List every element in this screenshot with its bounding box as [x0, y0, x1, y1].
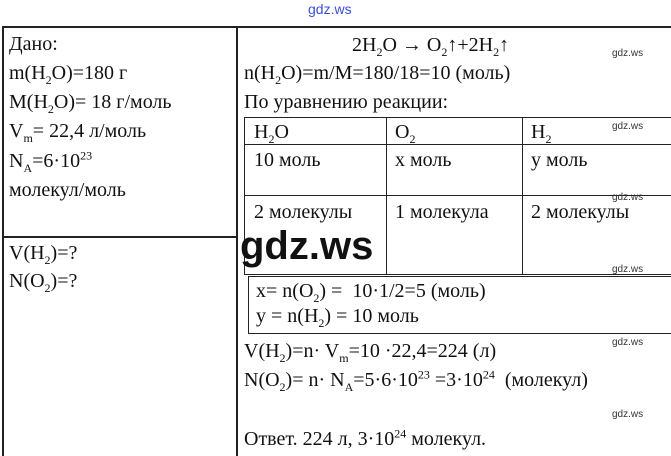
table-cell: 10 моль	[254, 149, 321, 171]
watermark-small: gdz.ws	[612, 264, 644, 275]
frame-divider	[236, 26, 238, 456]
table-header-h2: $H_2$	[531, 121, 552, 146]
given-na: $N_A=6\cdot 10^{23}$	[9, 148, 93, 175]
watermark-center: gdz.ws	[240, 224, 374, 268]
watermark-small: gdz.ws	[612, 192, 644, 203]
table-top	[244, 117, 671, 118]
watermark-top: gdz.ws	[308, 1, 352, 17]
table-col-divider-1	[386, 117, 387, 275]
table-cell: y моль	[531, 149, 588, 171]
molecules-calc: $N(O_2)= n\cdot N_A=5\cdot 6\cdot 10^{23} =3\cdot 10^{24}$ (молекул)	[244, 367, 588, 394]
table-header-bottom	[244, 144, 671, 145]
given-mass: $m(H_2O)=180$ г	[9, 62, 128, 87]
table-cell: x моль	[395, 149, 452, 171]
watermark-small: gdz.ws	[612, 409, 644, 420]
table-row1-bottom	[244, 195, 671, 196]
xy-box-bottom	[248, 333, 671, 334]
by-equation-label: По уравнению реакции:	[244, 91, 449, 113]
watermark-small: gdz.ws	[612, 337, 644, 348]
table-cell: 1 молекула	[395, 201, 489, 223]
reaction-equation: $2H_2O$ → $O_2↑+2H_2↑$	[352, 34, 510, 59]
frame-left	[2, 26, 4, 456]
given-molar-mass: $M(H_2O)= 18$ г/моль	[9, 91, 172, 116]
given-na-unit: молекул/моль	[9, 179, 126, 201]
find-v-h2: $V(H_2)=$?	[9, 242, 78, 267]
watermark-small: gdz.ws	[612, 48, 644, 59]
moles-calc: $n(H_2O)=m/M=180/18=10$ (моль)	[244, 62, 511, 87]
xy-box-left	[248, 276, 249, 334]
table-header-h2o: $H_2O$	[254, 121, 289, 146]
xy-box-top	[248, 276, 671, 277]
y-calc: $y = n(H_2) = 10$ моль	[256, 305, 419, 330]
given-find-divider	[2, 236, 238, 238]
table-cell: 2 молекулы	[254, 201, 353, 223]
table-cell: 2 молекулы	[531, 201, 630, 223]
table-col-divider-2	[522, 117, 523, 275]
volume-calc: $V(H_2)=n\cdot V_m=10 \cdot 22,4=224$ (л)	[244, 340, 497, 365]
table-bottom	[244, 274, 671, 275]
find-n-o2: $N(O_2)=$?	[9, 270, 78, 295]
given-vm: $V_m= 22,4$ л/моль	[9, 120, 147, 145]
frame-top	[2, 26, 671, 28]
watermark-small: gdz.ws	[612, 121, 644, 132]
answer: Ответ. 224 л, $3\cdot 10^{24}$ молекул.	[244, 426, 487, 450]
table-header-o2: $O_2$	[395, 121, 416, 146]
given-title: Дано:	[9, 33, 58, 55]
x-calc: $x= n(O_2) = 10\cdot 1/2=5$ (моль)	[256, 280, 486, 305]
